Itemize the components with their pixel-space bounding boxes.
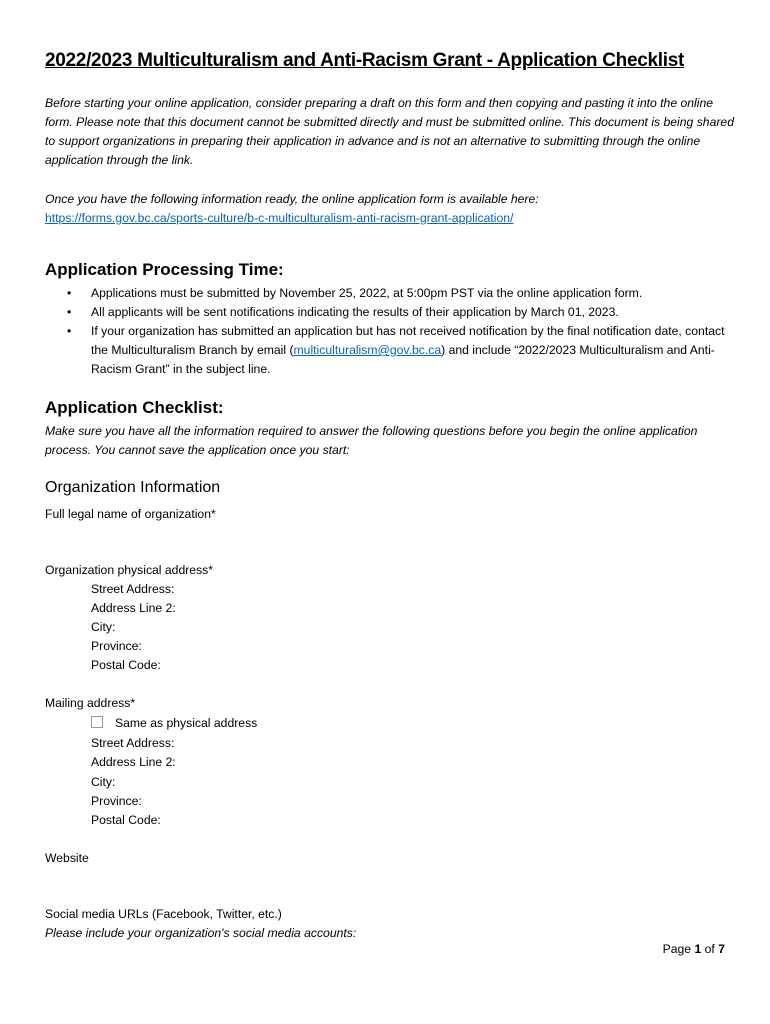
social-media-note: Please include your organization's social media accounts: [45,926,357,940]
checklist-note: Make sure you have all the information required to answer the following questions before you begin the online application process. You cannot save the application once you start: [45,424,698,457]
bullet-icon: • [67,324,72,338]
mailing-city-label: City: [91,775,116,789]
current-page: 1 [694,942,702,956]
checklist-heading: Application Checklist: [45,398,224,417]
form-link-intro: Once you have the following information ready, the online application form is available here: [45,192,539,206]
intro-paragraph: Before starting your online application, consider preparing a draft on this form and then copying and pasting it into the online form. Please note that this document cannot be submitted directly and must be submitted online. This document is being shared to support organizations in preparing their application in advance and is not an alternative to submitting through the online application through the link. [45,96,734,167]
total-pages: 7 [718,942,725,956]
list-item [45,284,735,303]
social-media-label: Social media URLs (Facebook, Twitter, etc.) [45,907,282,921]
document-page [45,0,735,1024]
mailing-address-label: Mailing address* [45,696,136,710]
organization-section-heading: Organization Information [45,479,221,496]
list-item [45,322,735,379]
list-item [45,303,735,322]
physical-city-label: City: [91,620,116,634]
of-word: of [704,942,715,956]
bullet-text-end: ) and include “2022/2023 Multiculturalism and Anti-Racism Grant” in the subject line. [91,343,715,376]
same-as-physical-label: Same as physical address [115,716,258,730]
physical-province-label: Province: [91,639,142,653]
mailing-line2-label: Address Line 2: [91,755,176,769]
bullet-icon: • [67,305,72,319]
mailing-street-label: Street Address: [91,736,175,750]
online-form-link[interactable]: https://forms.gov.bc.ca/sports-culture/b-c-multiculturalism-anti-racism-grant-application/ [45,211,514,225]
document-title: 2022/2023 Multiculturalism and Anti-Racism Grant - Application Checklist [45,50,684,71]
bullet-icon: • [67,286,72,300]
physical-address-label: Organization physical address* [45,563,214,577]
processing-bullet-list [45,284,735,379]
same-as-physical-row [91,714,257,733]
physical-line2-label: Address Line 2: [91,601,176,615]
form-link-paragraph [45,190,735,228]
bullet-text: All applicants will be sent notifications indicating the results of their application by March 01, 2023. [91,305,619,319]
legal-name-label: Full legal name of organization* [45,507,216,521]
page-number [663,942,725,956]
physical-street-label: Street Address: [91,582,175,596]
physical-postal-label: Postal Code: [91,658,161,672]
mailing-postal-label: Postal Code: [91,813,161,827]
bullet-text-start: If your organization has submitted an application but has not received notification by the final notification date, contact the Multiculturalism Branch by email ( [91,324,725,357]
processing-time-heading: Application Processing Time: [45,260,284,279]
branch-email-link[interactable]: multiculturalism@gov.bc.ca [293,343,442,357]
bullet-text: Applications must be submitted by November 25, 2022, at 5:00pm PST via the online application form. [91,286,643,300]
mailing-province-label: Province: [91,794,142,808]
website-label: Website [45,851,89,865]
page-word: Page [662,942,692,956]
same-as-physical-checkbox[interactable] [91,716,103,728]
